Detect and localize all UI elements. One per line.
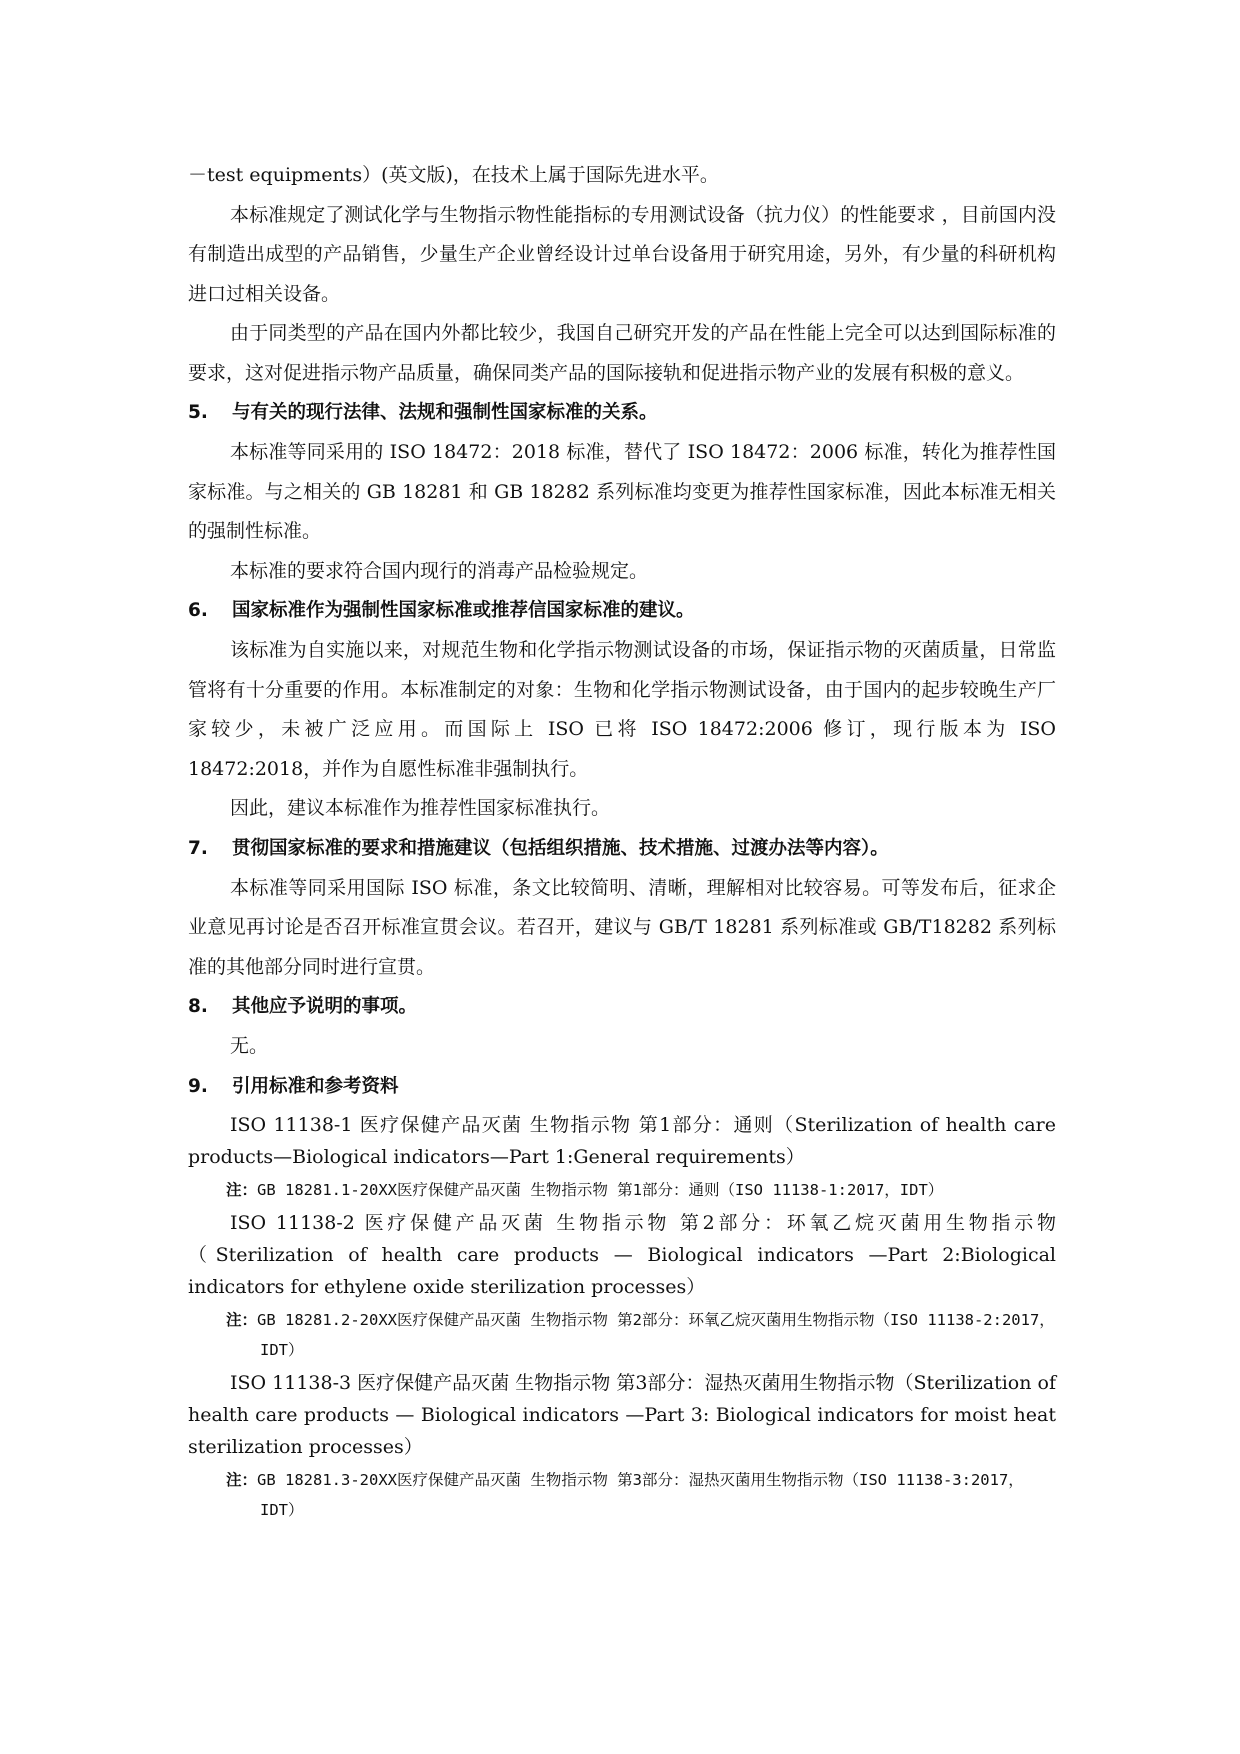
paragraph: 本标准等同采用的 ISO 18472：2018 标准，替代了 ISO 18472：2006 标准，转化为推荐性国家标准。与之相关的 GB 18281 和 GB 18282 系列标准均变更为推荐性国家标准，因此本标准无相关的强制性标准。	[188, 441, 1056, 542]
section-heading-8	[188, 987, 1056, 1027]
paragraph: 该标准为自实施以来，对规范生物和化学指示物测试设备的市场，保证指示物的灭菌质量，日常监管将有十分重要的作用。本标准制定的对象：生物和化学指示物测试设备，由于国内的起步较晚生产厂家较少，未被广泛应用。而国际上 ISO 已将 ISO 18472:2006 修订，现行版本为 ISO 18472:2018，并作为自愿性标准非强制执行。	[188, 639, 1056, 780]
section-heading-7	[188, 829, 1056, 869]
reference-entry: ISO 11138-2 医疗保健产品灭菌 生物指示物 第2部分：环氧乙烷灭菌用生物指示物（Sterilization of health care products — Biological indicators —Part 2:Biological indicators for ethylene oxide sterilization processes）	[188, 1211, 1056, 1298]
note-label: 注：	[226, 1470, 258, 1489]
section-title: 国家标准作为强制性国家标准或推荐信国家标准的建议。	[232, 600, 695, 621]
reference-note	[226, 1175, 1056, 1205]
section-title: 引用标准和参考资料	[232, 1075, 399, 1097]
paragraph: －test equipments）(英文版)，在技术上属于国际先进水平。	[188, 164, 719, 186]
section-number: 7.	[188, 837, 208, 859]
paragraph: 本标准等同采用国际 ISO 标准，条文比较简明、清晰，理解相对比较容易。可等发布后，征求企业意见再讨论是否召开标准宣贯会议。若召开，建议与 GB/T 18281 系列标准或 GB/T18282 系列标准的其他部分同时进行宣贯。	[188, 876, 1056, 978]
reference-note	[226, 1465, 1056, 1525]
document-body	[188, 156, 1056, 1527]
section-title: 与有关的现行法律、法规和强制性国家标准的关系。	[232, 402, 658, 423]
note-label: 注：	[226, 1180, 258, 1199]
reference-entry: ISO 11138-3 医疗保健产品灭菌 生物指示物 第3部分：湿热灭菌用生物指示物（Sterilization of health care products — Biological indicators —Part 3: Biological indicators for moist heat sterilization processes）	[188, 1371, 1056, 1458]
section-number: 5.	[188, 402, 208, 423]
note-text: GB 18281.2-20XX医疗保健产品灭菌 生物指示物 第2部分：环氧乙烷灭菌用生物指示物（ISO 11138-2:2017，IDT）	[257, 1310, 1055, 1359]
section-number: 8.	[188, 996, 208, 1017]
section-title: 贯彻国家标准的要求和措施建议（包括组织措施、技术措施、过渡办法等内容）。	[232, 837, 889, 859]
note-label: 注：	[226, 1310, 258, 1329]
paragraph: 本标准的要求符合国内现行的消毒产品检验规定。	[230, 559, 649, 582]
reference-entry: ISO 11138-1 医疗保健产品灭菌 生物指示物 第1部分：通则（Sterilization of health care products—Biological indicators—Part 1:General requirements）	[188, 1113, 1056, 1168]
paragraph: 因此，建议本标准作为推荐性国家标准执行。	[230, 797, 611, 819]
section-heading-6	[188, 591, 1056, 631]
section-number: 9.	[188, 1075, 208, 1097]
note-text: GB 18281.3-20XX医疗保健产品灭菌 生物指示物 第3部分：湿热灭菌用生物指示物（ISO 11138-3:2017，IDT）	[257, 1470, 1024, 1519]
section-heading-5	[188, 393, 1056, 433]
paragraph: 无。	[230, 1035, 269, 1057]
reference-note	[226, 1305, 1056, 1365]
section-number: 6.	[188, 600, 208, 621]
paragraph: 本标准规定了测试化学与生物指示物性能指标的专用测试设备（抗力仪）的性能要求 ，目前国内没有制造出成型的产品销售，少量生产企业曾经设计过单台设备用于研究用途，另外，有少量的科研机构进口过相关设备。	[188, 203, 1056, 305]
section-title: 其他应予说明的事项。	[232, 996, 418, 1017]
section-heading-9	[188, 1067, 1056, 1107]
paragraph: 由于同类型的产品在国内外都比较少，我国自己研究开发的产品在性能上完全可以达到国际标准的要求，这对促进指示物产品质量，确保同类产品的国际接轨和促进指示物产业的发展有积极的意义。	[188, 322, 1056, 384]
note-text: GB 18281.1-20XX医疗保健产品灭菌 生物指示物 第1部分：通则（ISO 11138-1:2017，IDT）	[257, 1180, 944, 1199]
